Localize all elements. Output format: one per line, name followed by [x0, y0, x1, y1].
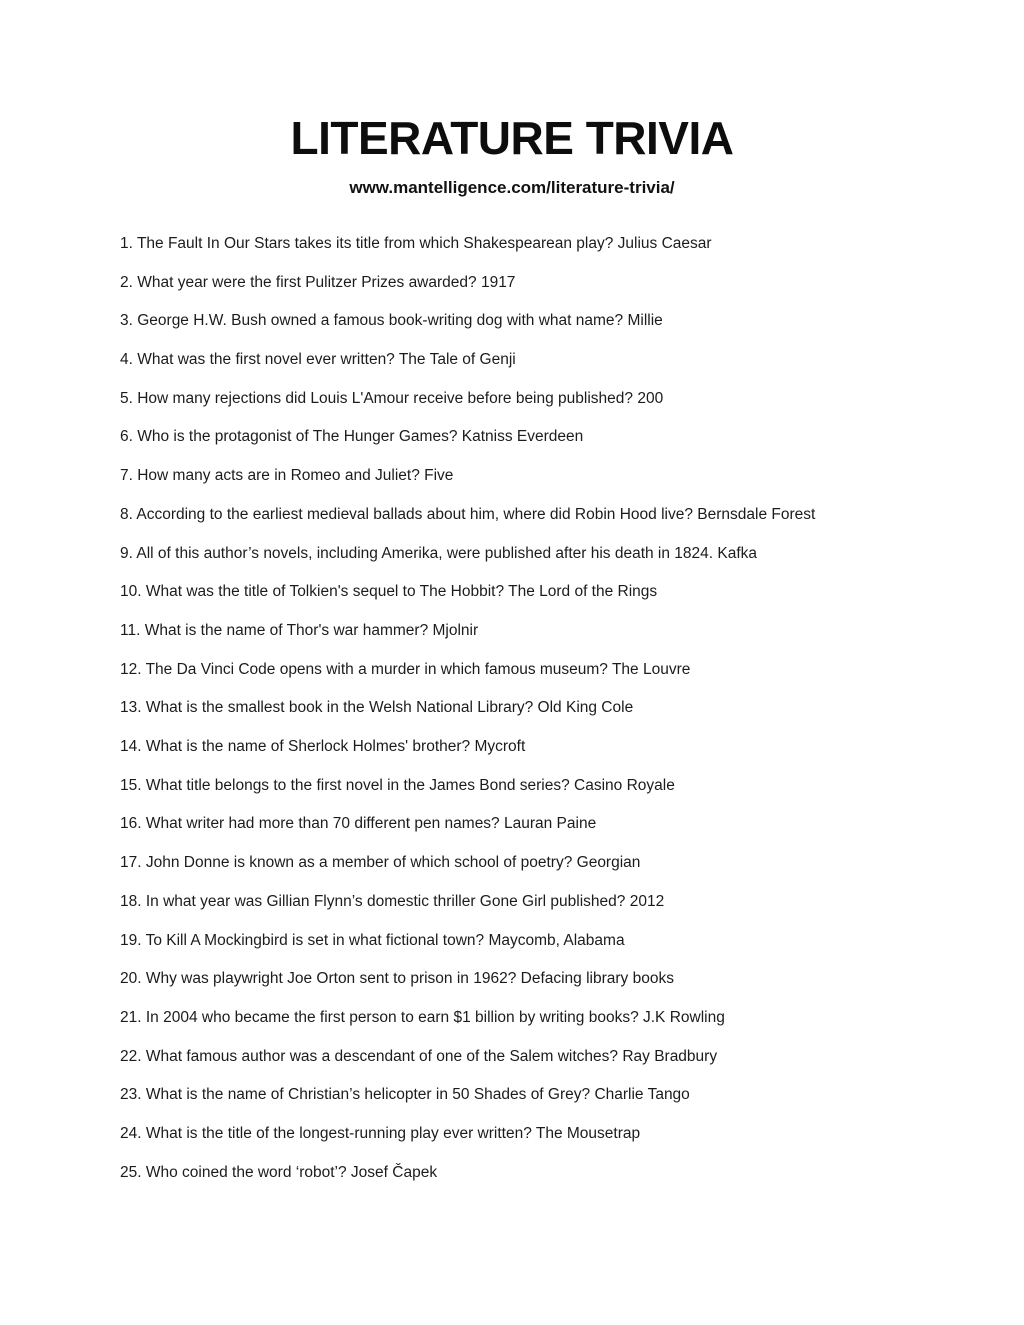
list-item: 15. What title belongs to the first novel in the James Bond series? Casino Royale — [120, 776, 675, 794]
document-url: www.mantelligence.com/literature-trivia/ — [349, 177, 675, 197]
list-item: 24. What is the title of the longest-running play ever written? The Mousetrap — [120, 1125, 641, 1143]
list-item: 25. Who coined the word ‘robot’? Josef Čapek — [120, 1163, 438, 1181]
list-item: 11. What is the name of Thor's war hammer? Mjolnir — [120, 621, 479, 639]
list-item: 20. Why was playwright Joe Orton sent to prison in 1962? Defacing library books — [120, 970, 674, 988]
list-item: 14. What is the name of Sherlock Holmes' brother? Mycroft — [120, 738, 526, 756]
list-item: 12. The Da Vinci Code opens with a murder in which famous museum? The Louvre — [120, 660, 691, 678]
list-item: 2. What year were the first Pulitzer Prizes awarded? 1917 — [120, 273, 516, 291]
list-item: 5. How many rejections did Louis L'Amour receive before being published? 200 — [120, 389, 664, 407]
list-item: 22. What famous author was a descendant of one of the Salem witches? Ray Bradbury — [120, 1047, 718, 1065]
list-item: 9. All of this author’s novels, including Amerika, were published after his death in 1824. Kafka — [120, 544, 758, 562]
list-item: 10. What was the title of Tolkien's sequel to The Hobbit? The Lord of the Rings — [120, 583, 658, 601]
list-item: 4. What was the first novel ever written? The Tale of Genji — [120, 351, 516, 368]
list-item: 19. To Kill A Mockingbird is set in what fictional town? Maycomb, Alabama — [120, 931, 625, 949]
list-item: 8. According to the earliest medieval ballads about him, where did Robin Hood live? Bernsdale Forest — [120, 505, 816, 523]
list-item: 16. What writer had more than 70 different pen names? Lauran Paine — [120, 815, 597, 833]
list-item: 3. George H.W. Bush owned a famous book-writing dog with what name? Millie — [120, 312, 663, 330]
list-item: 13. What is the smallest book in the Welsh National Library? Old King Cole — [120, 699, 634, 717]
list-item: 23. What is the name of Christian’s helicopter in 50 Shades of Grey? Charlie Tango — [120, 1086, 690, 1104]
list-item: 6. Who is the protagonist of The Hunger Games? Katniss Everdeen — [120, 428, 584, 446]
list-item: 21. In 2004 who became the first person to earn $1 billion by writing books? J.K Rowling — [120, 1008, 725, 1026]
list-item: 7. How many acts are in Romeo and Juliet? Five — [120, 467, 454, 485]
list-item: 18. In what year was Gillian Flynn’s domestic thriller Gone Girl published? 2012 — [120, 892, 665, 910]
document-title: LITERATURE TRIVIA — [290, 112, 734, 164]
trivia-list — [120, 225, 914, 1193]
list-item: 17. John Donne is known as a member of which school of poetry? Georgian — [120, 854, 641, 872]
list-item: 1. The Fault In Our Stars takes its title from which Shakespearean play? Julius Caesar — [120, 234, 712, 252]
